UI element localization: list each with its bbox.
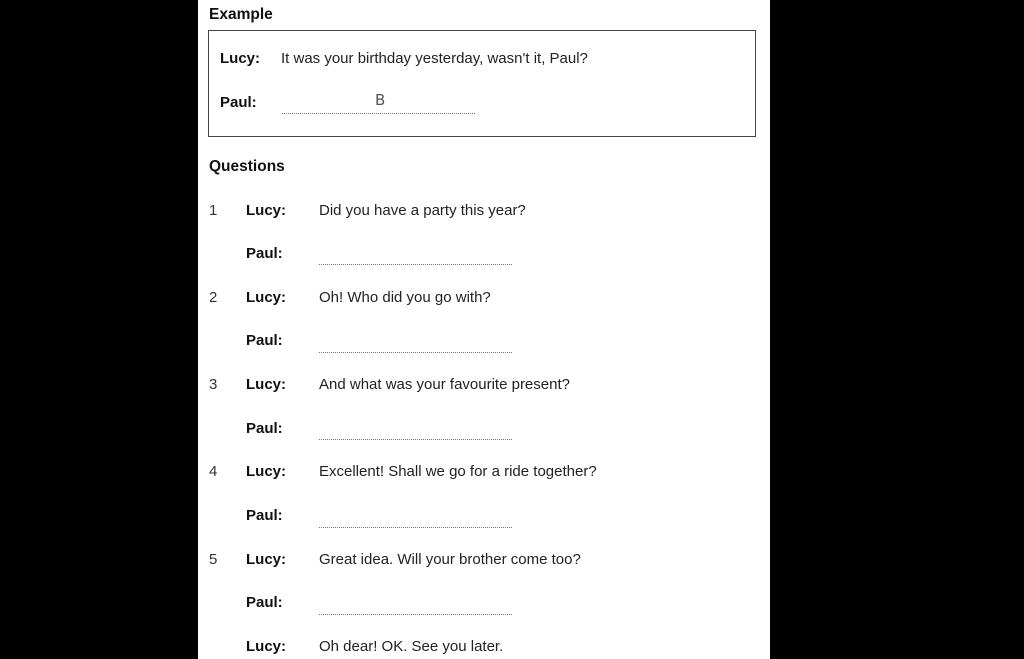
example-heading: Example <box>209 6 273 23</box>
example-paul-label: Paul: <box>220 94 257 111</box>
worksheet-page <box>198 0 770 659</box>
question-paul-label: Paul: <box>246 332 283 349</box>
question-number: 4 <box>209 463 218 480</box>
answer-line[interactable] <box>319 527 512 528</box>
question-paul-label: Paul: <box>246 507 283 524</box>
example-lucy-line: It was your birthday yesterday, wasn't it, Paul? <box>281 50 588 67</box>
question-number: 3 <box>209 376 218 393</box>
question-lucy-line: Excellent! Shall we go for a ride together? <box>319 463 597 480</box>
example-lucy-label: Lucy: <box>220 50 261 67</box>
answer-line[interactable] <box>319 614 512 615</box>
closing-lucy-label: Lucy: <box>246 638 287 655</box>
closing-lucy-line: Oh dear! OK. See you later. <box>319 638 504 655</box>
question-number: 2 <box>209 289 218 306</box>
answer-line[interactable] <box>319 352 512 353</box>
example-answer: B <box>375 91 386 109</box>
question-lucy-label: Lucy: <box>246 202 287 219</box>
question-lucy-line: Did you have a party this year? <box>319 202 526 219</box>
question-lucy-line: Great idea. Will your brother come too? <box>319 551 581 568</box>
example-answer-line <box>282 113 475 114</box>
example-box <box>208 30 756 137</box>
question-paul-label: Paul: <box>246 594 283 611</box>
question-lucy-line: Oh! Who did you go with? <box>319 289 491 306</box>
questions-heading: Questions <box>209 158 285 175</box>
question-lucy-label: Lucy: <box>246 551 287 568</box>
answer-line[interactable] <box>319 264 512 265</box>
question-number: 5 <box>209 551 218 568</box>
question-paul-label: Paul: <box>246 245 283 262</box>
question-lucy-label: Lucy: <box>246 463 287 480</box>
question-lucy-label: Lucy: <box>246 376 287 393</box>
answer-line[interactable] <box>319 439 512 440</box>
question-lucy-label: Lucy: <box>246 289 287 306</box>
question-paul-label: Paul: <box>246 420 283 437</box>
question-number: 1 <box>209 202 218 219</box>
question-lucy-line: And what was your favourite present? <box>319 376 570 393</box>
